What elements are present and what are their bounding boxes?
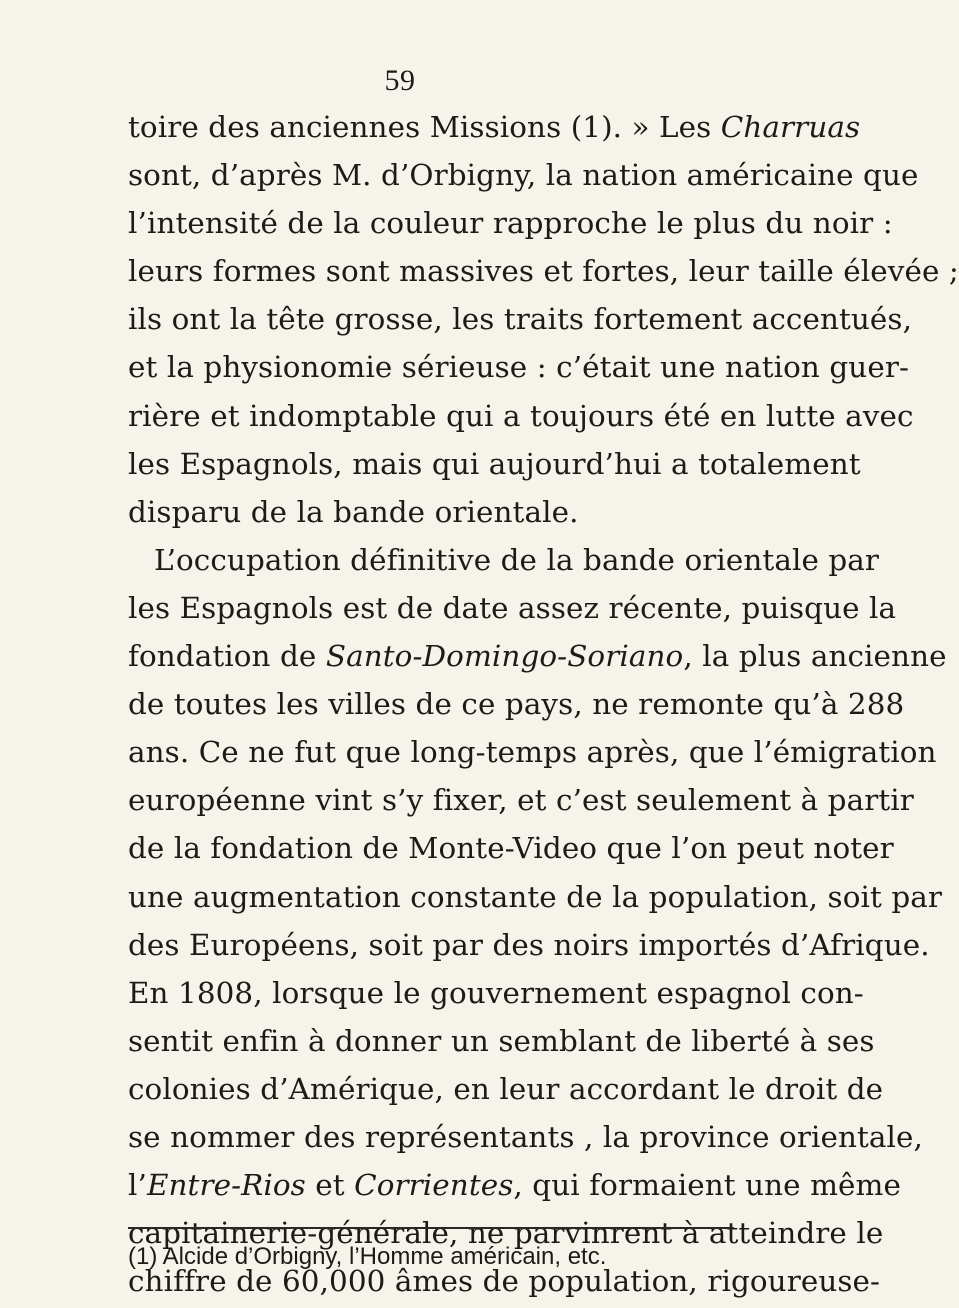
text-line (128, 776, 914, 824)
text-line (128, 873, 943, 921)
text-run: fondation de (128, 639, 326, 674)
text-run: des Européens, soit par des noirs importés d’Afrique. (128, 927, 930, 962)
text-line (128, 969, 864, 1017)
text-run: se nommer des représentants , la province orientale, (128, 1119, 923, 1154)
text-line (128, 295, 913, 343)
text-run: ans. Ce ne fut que long-temps après, que l’émigration (128, 735, 937, 770)
text-line (128, 199, 893, 247)
text-run: de toutes les villes de ce pays, ne remonte qu’à 288 (128, 687, 905, 722)
text-run: capitainerie-générale, ne parvinrent à atteindre le (128, 1216, 884, 1251)
text-run: l’ (128, 1168, 147, 1203)
text-run: ils ont la tête grosse, les traits fortement accentués, (128, 302, 913, 337)
italic-text: Entre-Rios (146, 1168, 306, 1203)
text-line (128, 392, 914, 440)
text-run: de la fondation de Monte-Video que l’on peut noter (128, 831, 894, 866)
page-number: 59 (384, 64, 416, 97)
footnote: (1) Alcide d’Orbigny, l’Homme américain, etc. (128, 1243, 607, 1270)
text-run: une augmentation constante de la population, soit par (128, 879, 943, 914)
text-run: colonies d’Amérique, en leur accordant le droit de (128, 1071, 884, 1106)
text-line (128, 1113, 923, 1161)
text-line (128, 632, 947, 680)
text-line (128, 247, 959, 295)
text-line (128, 1017, 875, 1065)
text-line (128, 343, 909, 391)
text-line (128, 536, 880, 584)
text-run: leurs formes sont massives et fortes, leur taille élevée ; (128, 254, 959, 289)
text-run: sentit enfin à donner un semblant de liberté à ses (128, 1023, 875, 1058)
italic-text: Corrientes (354, 1168, 514, 1203)
text-line (128, 921, 930, 969)
text-line (128, 680, 905, 728)
text-run: L’occupation définitive de la bande orientale par (154, 542, 880, 577)
footnote-divider (128, 1227, 734, 1229)
text-run: sont, d’après M. d’Orbigny, la nation américaine que (128, 158, 919, 193)
text-run: En 1808, lorsque le gouvernement espagnol con- (128, 975, 864, 1010)
text-run: , qui formaient une même (513, 1168, 901, 1203)
text-line (128, 103, 861, 151)
text-line (128, 440, 861, 488)
text-line (128, 151, 919, 199)
text-line (128, 728, 937, 776)
text-run: et la physionomie sérieuse : c’était une nation guer- (128, 350, 909, 385)
text-line (128, 824, 894, 872)
text-run: les Espagnols, mais qui aujourd’hui a totalement (128, 446, 861, 481)
text-line (128, 1065, 884, 1113)
text-run: disparu de la bande orientale. (128, 494, 579, 529)
text-run: et (305, 1168, 355, 1203)
text-run: toire des anciennes Missions (1). » Les (128, 110, 721, 144)
text-run: l’intensité de la couleur rapproche le plus du noir : (128, 206, 893, 241)
text-run: européenne vint s’y fixer, et c’est seulement à partir (128, 783, 914, 818)
text-line (128, 1161, 901, 1209)
text-line (128, 584, 897, 632)
italic-text: Santo-Domingo-Soriano (325, 639, 684, 674)
text-line (128, 488, 736, 536)
text-run: les Espagnols est de date assez récente, puisque la (128, 590, 897, 625)
italic-text: Charruas (720, 110, 861, 144)
text-run: , la plus ancienne (683, 639, 947, 674)
text-run: rière et indomptable qui a toujours été en lutte avec (128, 398, 914, 433)
text-run: chiffre de 60,000 âmes de population, rigoureuse- (128, 1264, 881, 1299)
body-text (128, 103, 959, 1305)
